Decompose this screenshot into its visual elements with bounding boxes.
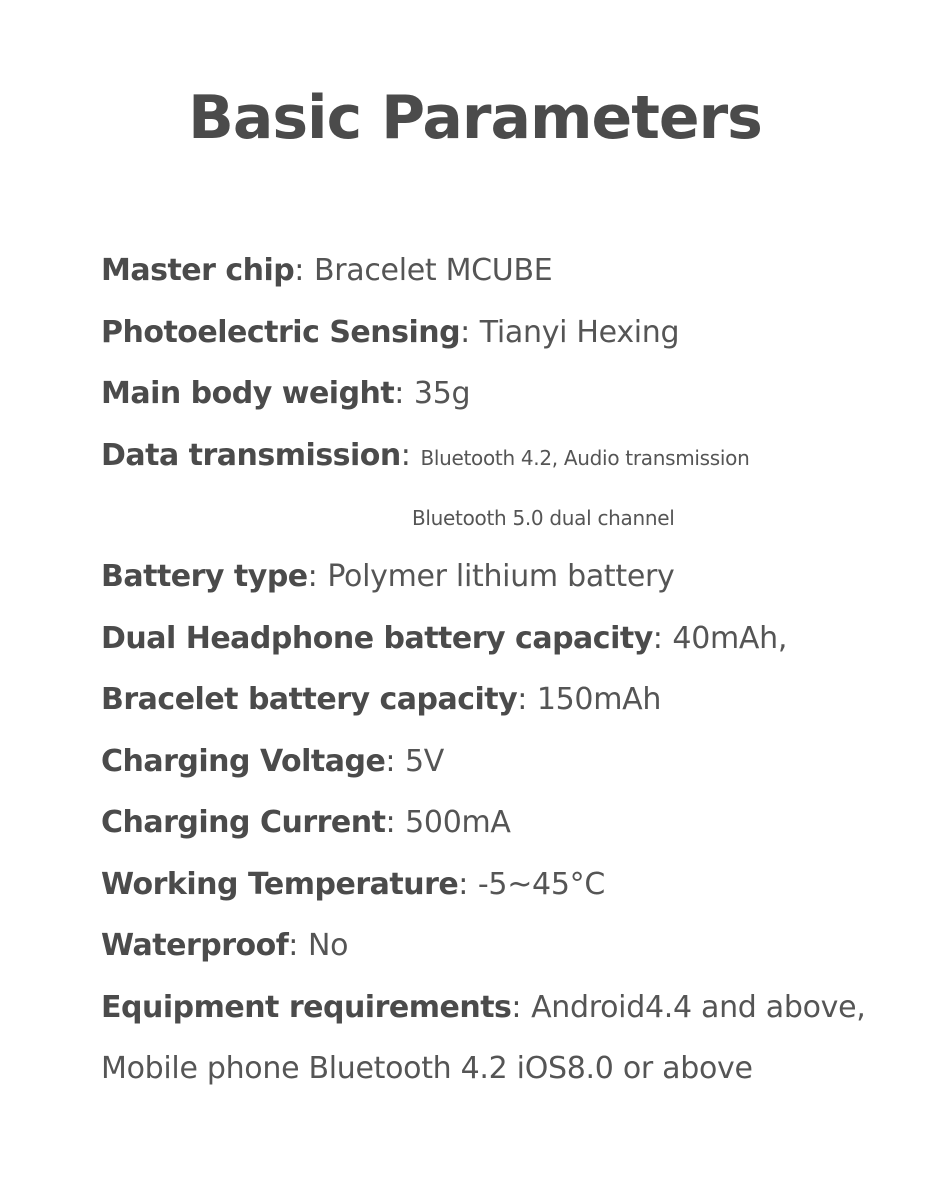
param-label: Master chip xyxy=(101,253,295,288)
param-row-working-temperature xyxy=(101,854,921,916)
param-value: Android4.4 and above, xyxy=(531,989,866,1025)
param-row-charging-voltage xyxy=(101,731,921,793)
param-label: Charging Current xyxy=(101,805,386,840)
param-label: Battery type xyxy=(101,559,308,594)
param-value: Tianyi Hexing xyxy=(479,314,680,350)
param-separator: : xyxy=(385,743,405,779)
param-row-equipment-requirements xyxy=(101,977,921,1039)
param-row-headphone-battery-capacity xyxy=(101,608,921,670)
param-separator: : xyxy=(517,682,537,717)
param-row-data-transmission-continued xyxy=(101,486,921,546)
page-title: Basic Parameters xyxy=(188,83,762,153)
param-label: Main body weight xyxy=(101,376,395,411)
param-row-bracelet-battery-capacity xyxy=(101,669,921,731)
param-separator: : xyxy=(460,314,480,350)
param-row-photoelectric-sensing xyxy=(101,302,921,364)
param-separator: : xyxy=(511,989,532,1025)
param-value: No xyxy=(307,928,349,963)
param-value: 35g xyxy=(413,376,471,411)
param-value: 150mAh xyxy=(536,682,662,717)
param-value: Polymer lithium battery xyxy=(327,559,675,594)
param-row-master-chip xyxy=(101,240,921,302)
param-row-data-transmission xyxy=(101,425,921,487)
param-separator: : xyxy=(385,805,406,840)
param-label: Waterproof xyxy=(101,928,289,963)
param-separator: : xyxy=(458,866,478,902)
param-separator: : xyxy=(400,437,421,473)
param-label: Photoelectric Sensing xyxy=(101,314,461,350)
param-separator: : xyxy=(394,376,414,411)
param-separator: : xyxy=(288,928,308,963)
param-value: Bracelet MCUBE xyxy=(313,253,553,288)
param-label: Dual Headphone battery capacity xyxy=(101,620,653,656)
param-label: Data transmission xyxy=(101,437,401,473)
param-row-charging-current xyxy=(101,792,921,854)
param-row-main-body-weight xyxy=(101,363,921,425)
param-value: Bluetooth 4.2, Audio transmission xyxy=(420,445,750,470)
param-value-continuation: Bluetooth 5.0 dual channel xyxy=(412,506,675,530)
param-label: Equipment requirements xyxy=(101,989,512,1025)
param-row-battery-type xyxy=(101,546,921,608)
param-value: 500mA xyxy=(405,805,511,840)
param-value: -5~45°C xyxy=(477,866,605,902)
param-value: 5V xyxy=(404,743,444,779)
param-row-waterproof xyxy=(101,915,921,977)
param-label: Working Temperature xyxy=(101,866,459,902)
param-separator: : xyxy=(294,253,314,288)
param-label: Charging Voltage xyxy=(101,743,386,779)
param-value: 40mAh, xyxy=(672,620,788,656)
parameter-list xyxy=(101,240,921,1100)
param-row-equipment-requirements-continued xyxy=(101,1038,921,1100)
param-value-continuation: Mobile phone Bluetooth 4.2 iOS8.0 or above xyxy=(101,1051,753,1086)
param-separator: : xyxy=(307,559,328,594)
param-separator: : xyxy=(652,620,673,656)
param-label: Bracelet battery capacity xyxy=(101,682,518,717)
